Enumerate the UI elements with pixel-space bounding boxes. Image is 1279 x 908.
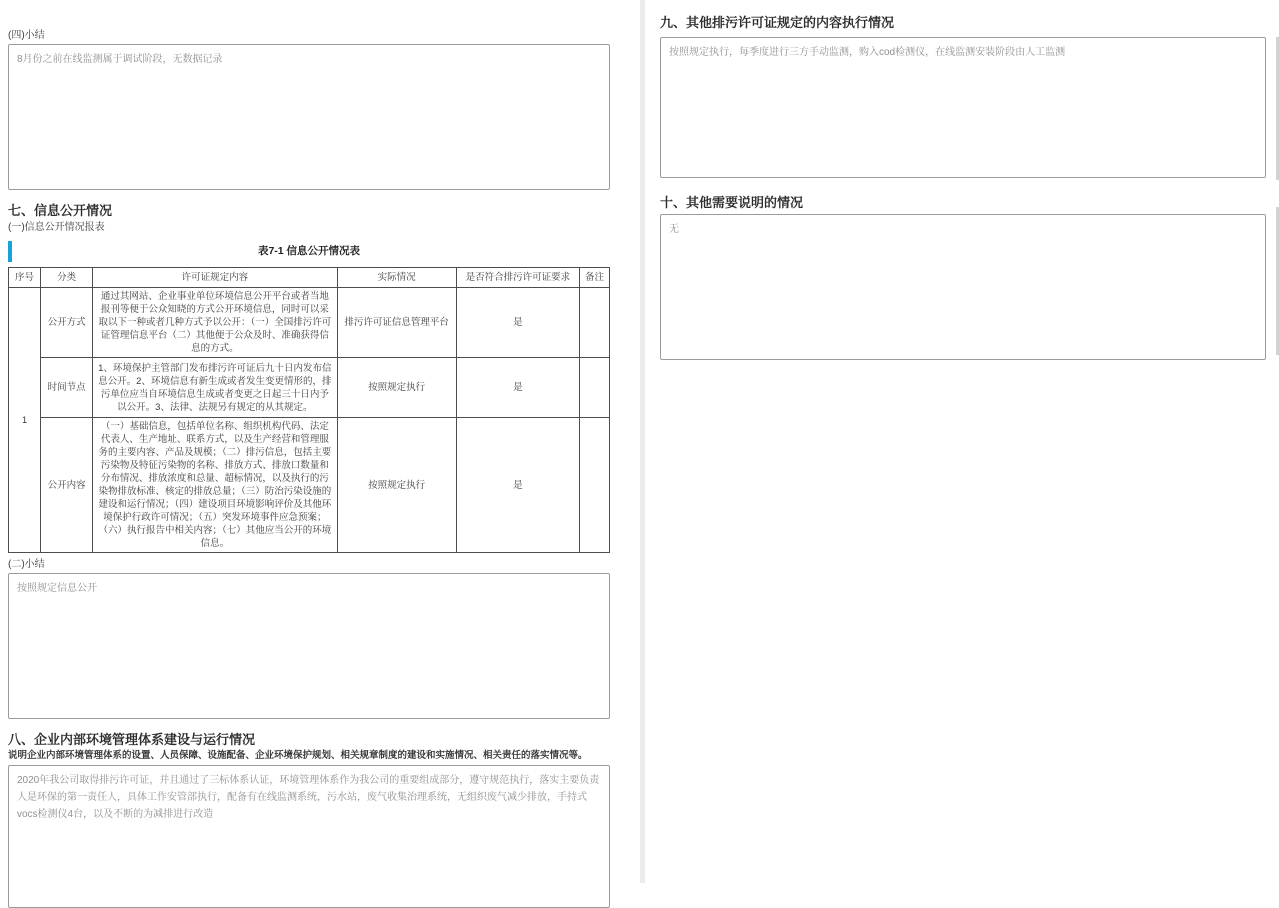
cell-compliant: 是	[456, 418, 579, 553]
header-serial: 序号	[9, 268, 41, 288]
section7-title: 七、信息公开情况	[8, 203, 113, 218]
cell-compliant: 是	[456, 358, 579, 418]
cell-actual: 排污许可证信息管理平台	[337, 288, 456, 358]
section10-title: 十、其他需要说明的情况	[660, 195, 804, 210]
section9-title: 九、其他排污许可证规定的内容执行情况	[660, 15, 895, 30]
table-row	[9, 358, 610, 418]
cell-category: 公开内容	[41, 418, 93, 553]
header-actual: 实际情况	[337, 268, 456, 288]
table-title-bar	[8, 241, 610, 262]
column-divider	[640, 0, 645, 883]
summary4-textarea[interactable]	[8, 44, 610, 190]
header-remark: 备注	[579, 268, 609, 288]
cell-actual: 按照规定执行	[337, 418, 456, 553]
cell-remark	[579, 288, 609, 358]
cell-remark	[579, 358, 609, 418]
cell-category: 时间节点	[41, 358, 93, 418]
cell-actual: 按照规定执行	[337, 358, 456, 418]
cell-serial: 1	[9, 288, 41, 553]
section9-textarea[interactable]	[660, 37, 1266, 178]
summary2-label: (二)小结	[8, 559, 45, 570]
cell-content: （一）基础信息，包括单位名称、组织机构代码、法定代表人、生产地址、联系方式，以及生产经营和管理服务的主要内容、产品及规模；（二）排污信息，包括主要污染物及特征污染物的名称、排放方式、排放口数量和分布情况、排放浓度和总量、超标情况，以及执行的污染物排放标准、核定的排放总量；（三）防治污染设施的建设和运行情况；（四）建设项目环境影响评价及其他环境保护行政许可情况；（五）突发环境事件应急预案；（六）执行报告中相关内容；（七）其他应当公开的环境信息。	[93, 418, 337, 553]
table-row	[9, 418, 610, 553]
cell-remark	[579, 418, 609, 553]
section8-textarea[interactable]	[8, 765, 610, 908]
cell-content: 1、环境保护主管部门发布排污许可证后九十日内发布信息公开。2、环境信息有新生成或者发生变更情形的，排污单位应当自环境信息生成或者变更之日起三十日内予以公开。3、法律、法规另有规定的从其规定。	[93, 358, 337, 418]
cell-content: 通过其网站、企业事业单位环境信息公开平台或者当地报刊等便于公众知晓的方式公开环境信息，同时可以采取以下一种或者几种方式予以公开：（一）全国排污许可证管理信息平台（二）其他便于公众及时、准确获得信息的方式。	[93, 288, 337, 358]
cell-category: 公开方式	[41, 288, 93, 358]
section8-subtitle: 说明企业内部环境管理体系的设置、人员保障、设施配备、企业环境保护规划、相关规章制度的建设和实施情况、相关责任的落实情况等。	[8, 750, 588, 761]
left-page-column	[8, 0, 610, 908]
cell-compliant: 是	[456, 288, 579, 358]
accent-bar	[8, 241, 12, 262]
table-header-row	[9, 268, 610, 288]
section7-subsection-label: (一)信息公开情况报表	[8, 222, 105, 233]
summary4-label: (四)小结	[8, 30, 45, 41]
header-compliant: 是否符合排污许可证要求	[456, 268, 579, 288]
table-title: 表7-1 信息公开情况表	[257, 245, 361, 257]
info-disclosure-table	[8, 267, 610, 553]
summary2-textarea[interactable]	[8, 573, 610, 719]
section10-textarea[interactable]	[660, 214, 1266, 360]
table-row	[9, 288, 610, 358]
right-page-column	[660, 0, 1266, 360]
section8-title: 八、企业内部环境管理体系建设与运行情况	[8, 732, 256, 747]
header-category: 分类	[41, 268, 93, 288]
header-content: 许可证规定内容	[93, 268, 337, 288]
